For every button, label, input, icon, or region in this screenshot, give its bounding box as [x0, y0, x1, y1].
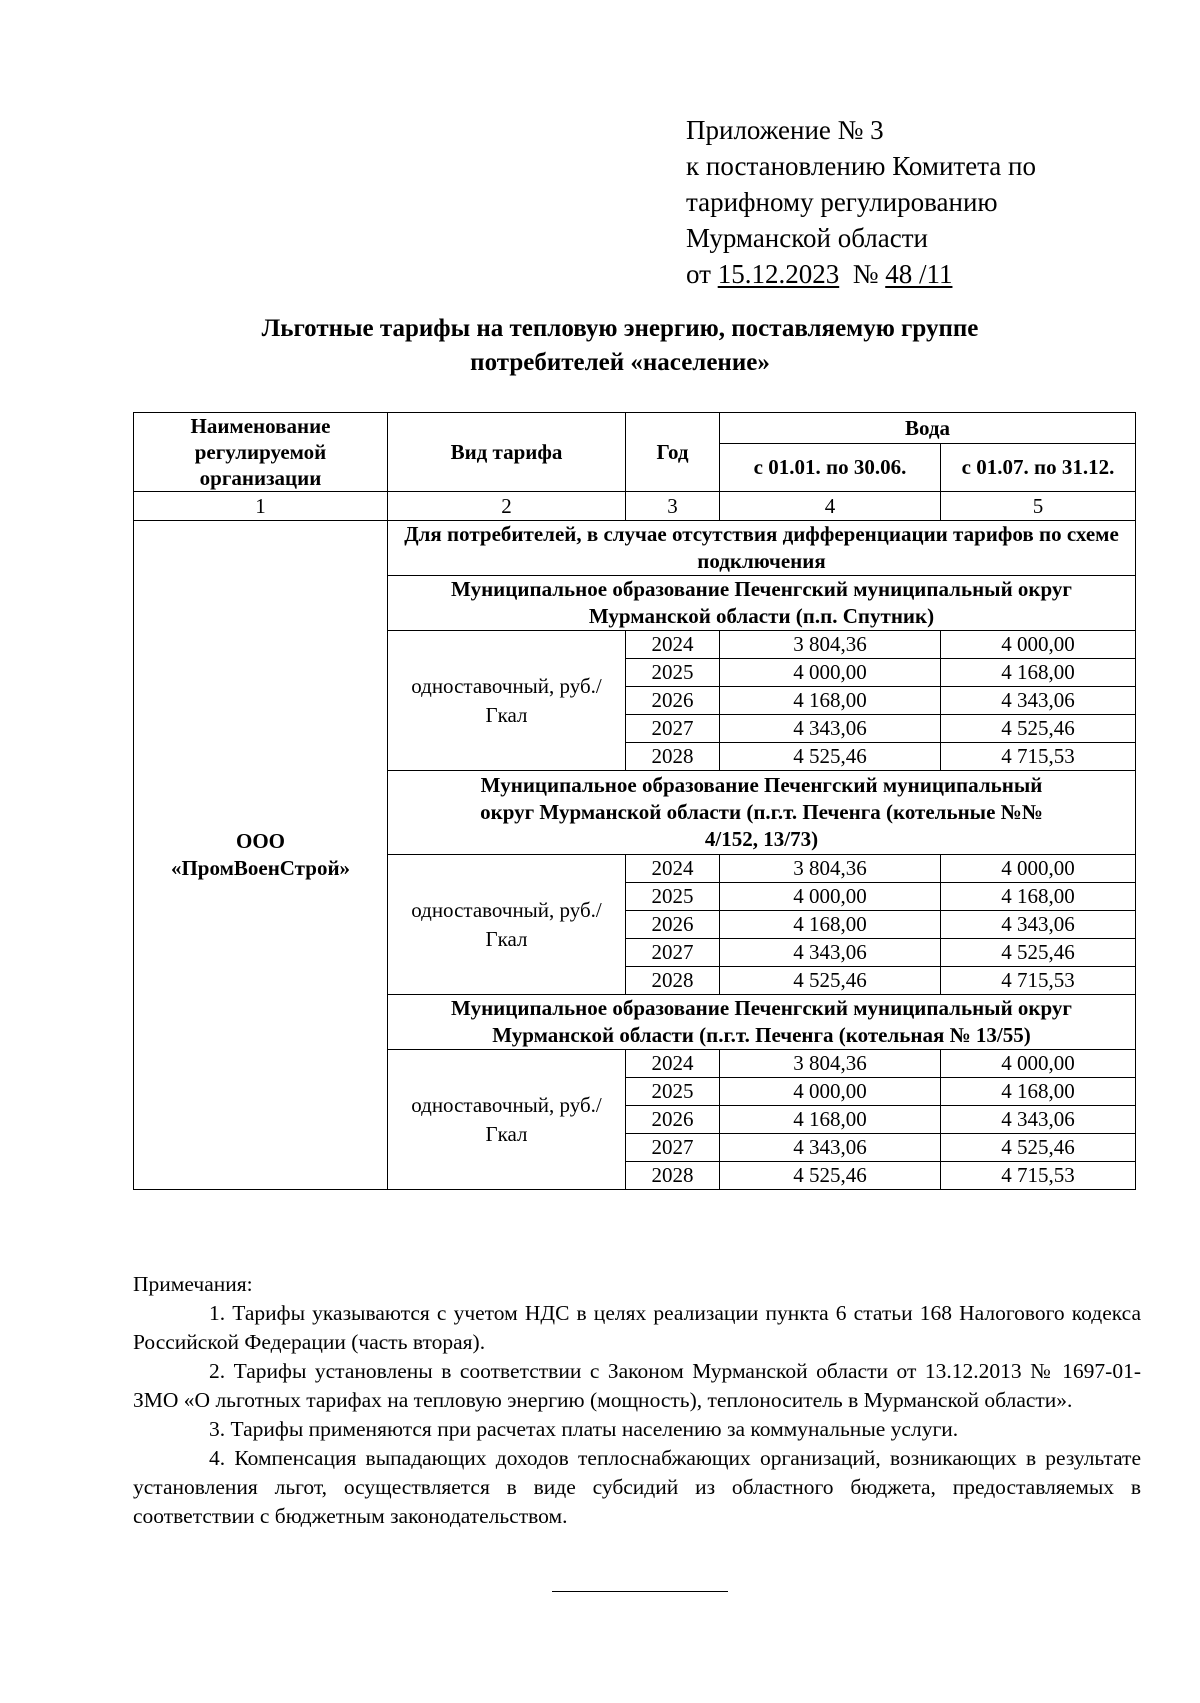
tariff-value-h2: 4 525,46	[941, 1134, 1136, 1162]
appendix-line-2: к постановлению Комитета по	[686, 151, 1036, 181]
tariff-type-cell: одноставочный, руб./Гкал	[388, 855, 626, 995]
tariff-value-h2: 4 000,00	[941, 631, 1136, 659]
notes-heading: Примечания:	[133, 1272, 253, 1296]
year-cell: 2024	[626, 855, 720, 883]
tariff-type-cell: одноставочный, руб./Гкал	[388, 631, 626, 771]
organization-cell	[134, 521, 388, 1190]
year-cell: 2027	[626, 1134, 720, 1162]
appendix-date-line	[686, 256, 1036, 292]
header-organization: Наименование регулируемой организации	[134, 413, 388, 492]
decree-number: 48 /11	[885, 259, 953, 289]
date-prefix: от	[686, 259, 711, 289]
appendix-title: Приложение № 3	[686, 115, 884, 145]
closing-separator-line	[552, 1591, 728, 1592]
note-item: 3. Тарифы применяются при расчетах платы населению за коммунальные услуги.	[209, 1417, 959, 1441]
year-cell: 2026	[626, 687, 720, 715]
tariff-value-h2: 4 000,00	[941, 855, 1136, 883]
general-condition-heading: Для потребителей, в случае отсутствия дифференциации тарифов по схеме подключения	[388, 521, 1136, 576]
tariff-value-h1: 4 343,06	[720, 715, 941, 743]
year-cell: 2028	[626, 967, 720, 995]
year-cell: 2026	[626, 1106, 720, 1134]
tariff-value-h2: 4 168,00	[941, 659, 1136, 687]
appendix-line-3: тарифному регулированию	[686, 187, 998, 217]
tariff-value-h1: 3 804,36	[720, 855, 941, 883]
year-cell: 2024	[626, 1050, 720, 1078]
year-cell: 2026	[626, 911, 720, 939]
tariff-value-h1: 4 525,46	[720, 743, 941, 771]
tariff-value-h1: 4 168,00	[720, 911, 941, 939]
tariff-value-h2: 4 343,06	[941, 1106, 1136, 1134]
tariff-value-h2: 4 000,00	[941, 1050, 1136, 1078]
year-cell: 2027	[626, 715, 720, 743]
header-period-2: с 01.07. по 31.12.	[941, 444, 1136, 492]
title-line-1: Льготные тарифы на тепловую энергию, поставляемую группе	[261, 315, 979, 342]
tariff-value-h1: 4 525,46	[720, 967, 941, 995]
appendix-block	[686, 112, 1036, 292]
tariff-value-h1: 4 168,00	[720, 687, 941, 715]
tariff-value-h1: 4 000,00	[720, 883, 941, 911]
header-water: Вода	[720, 413, 1136, 444]
year-cell: 2027	[626, 939, 720, 967]
appendix-line-4: Мурманской области	[686, 223, 928, 253]
number-prefix: №	[852, 259, 879, 289]
section-heading: Муниципальное образование Печенгский муниципальный округ Мурманской области (п.п. Спутник)	[388, 576, 1136, 631]
year-cell: 2025	[626, 883, 720, 911]
column-number: 3	[626, 492, 720, 521]
tariff-value-h2: 4 525,46	[941, 715, 1136, 743]
tariff-value-h2: 4 525,46	[941, 939, 1136, 967]
document-title	[160, 312, 1080, 380]
tariff-value-h1: 4 000,00	[720, 659, 941, 687]
year-cell: 2025	[626, 659, 720, 687]
tariff-value-h2: 4 715,53	[941, 1162, 1136, 1190]
column-number: 5	[941, 492, 1136, 521]
section-heading: Муниципальное образование Печенгский муниципальный округ Мурманской области (п.г.т. Печенга (котельная № 13/55)	[388, 995, 1136, 1050]
year-cell: 2025	[626, 1078, 720, 1106]
tariff-value-h2: 4 715,53	[941, 967, 1136, 995]
header-year: Год	[626, 413, 720, 492]
tariff-value-h1: 4 343,06	[720, 1134, 941, 1162]
tariff-value-h2: 4 168,00	[941, 1078, 1136, 1106]
tariff-type-cell: одноставочный, руб./Гкал	[388, 1050, 626, 1190]
notes-block	[133, 1270, 1141, 1531]
tariff-value-h2: 4 715,53	[941, 743, 1136, 771]
tariff-value-h1: 3 804,36	[720, 1050, 941, 1078]
header-period-1: с 01.01. по 30.06.	[720, 444, 941, 492]
year-cell: 2028	[626, 743, 720, 771]
tariff-value-h2: 4 168,00	[941, 883, 1136, 911]
note-item: 4. Компенсация выпадающих доходов теплоснабжающих организаций, возникающих в результате установления льгот, осуществляется в виде субсидий из областного бюджета, предоставляемых в соответствии с бюджетным законодательством.	[133, 1446, 1141, 1528]
tariff-value-h1: 4 168,00	[720, 1106, 941, 1134]
organization-name: «ПромВоенСтрой»	[170, 856, 351, 880]
column-number: 1	[134, 492, 388, 521]
tariff-value-h1: 3 804,36	[720, 631, 941, 659]
year-cell: 2024	[626, 631, 720, 659]
decree-date: 15.12.2023	[717, 259, 840, 289]
tariff-value-h1: 4 343,06	[720, 939, 941, 967]
tariff-value-h2: 4 343,06	[941, 911, 1136, 939]
column-number: 4	[720, 492, 941, 521]
year-cell: 2028	[626, 1162, 720, 1190]
note-item: 2. Тарифы установлены в соответствии с Законом Мурманской области от 13.12.2013 № 1697-01-ЗМО «О льготных тарифах на тепловую энергию (мощность), теплоноситель в Мурманской области».	[133, 1359, 1141, 1412]
tariff-value-h2: 4 343,06	[941, 687, 1136, 715]
column-numbers-row	[134, 492, 1136, 521]
section-heading: Муниципальное образование Печенгский муниципальный округ Мурманской области (п.г.т. Печенга (котельные №№ 4/152, 13/73)	[388, 771, 1136, 855]
column-number: 2	[388, 492, 626, 521]
tariff-value-h1: 4 000,00	[720, 1078, 941, 1106]
tariff-table	[133, 412, 1136, 1190]
tariff-value-h1: 4 525,46	[720, 1162, 941, 1190]
title-line-2: потребителей «население»	[470, 349, 770, 376]
header-tariff-type: Вид тарифа	[388, 413, 626, 492]
organization-form: ООО	[235, 829, 285, 853]
note-item: 1. Тарифы указываются с учетом НДС в целях реализации пункта 6 статьи 168 Налогового кодекса Российской Федерации (часть вторая).	[133, 1301, 1141, 1354]
